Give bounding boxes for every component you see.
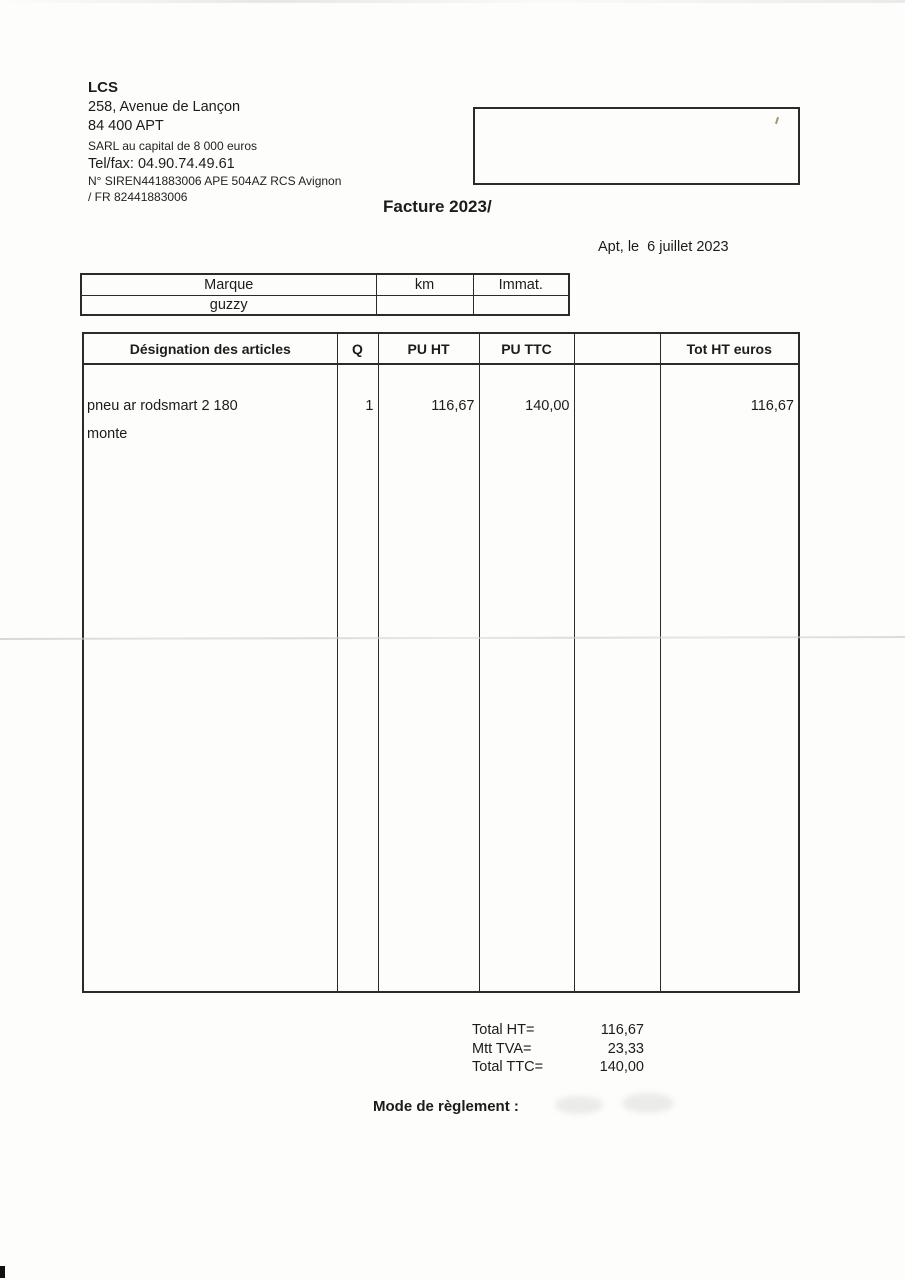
scan-edge-mark [0, 1266, 5, 1278]
seller-vat: / FR 82441883006 [88, 190, 188, 204]
item-pu-ht-cell [378, 364, 479, 992]
vehicle-header-km: km [376, 274, 473, 296]
vehicle-immat-value [473, 296, 569, 316]
seller-name: LCS [88, 79, 118, 96]
items-header-pu-ttc: PU TTC [479, 333, 574, 364]
seller-address-line2: 84 400 APT [88, 118, 164, 134]
seller-telfax: Tel/fax: 04.90.74.49.61 [88, 155, 235, 172]
seller-legal-form: SARL au capital de 8 000 euros [88, 139, 258, 153]
items-header-pu-ht: PU HT [378, 333, 479, 364]
total-ttc-label: Total TTC= [472, 1059, 544, 1075]
item-pu-ttc-cell [479, 364, 574, 992]
items-table-body-row [83, 364, 799, 992]
item-designation-line2: monte [87, 426, 128, 442]
mtt-tva-value: 23,33 [607, 1040, 644, 1057]
erased-smudge [622, 1093, 674, 1113]
item-designation-cell [83, 364, 337, 992]
item-tot-ht-cell [660, 364, 799, 992]
mtt-tva-row [472, 1040, 644, 1059]
item-designation-line1: pneu ar rodsmart 2 180 [87, 398, 238, 414]
items-header-tot-ht: Tot HT euros [660, 333, 799, 364]
items-header-designation: Désignation des articles [83, 333, 337, 364]
items-table [82, 332, 800, 993]
items-header-blank [574, 333, 660, 364]
total-ht-label: Total HT= [472, 1022, 535, 1038]
item-blank-cell [574, 364, 660, 992]
item-pu-ttc: 140,00 [525, 398, 570, 414]
seller-siren: N° SIREN441883006 APE 504AZ RCS Avignon [88, 173, 342, 188]
item-tot-ht: 116,67 [750, 398, 794, 414]
payment-mode-label: Mode de règlement : [373, 1098, 519, 1115]
invoice-date: Apt, le 6 juillet 2023 [598, 239, 729, 255]
vehicle-table-header-row [81, 274, 569, 296]
invoice-title: Facture 2023/ [383, 197, 492, 216]
erased-smudge [555, 1096, 603, 1114]
vehicle-table-row [81, 296, 569, 316]
total-ht-value: 116,67 [600, 1022, 644, 1038]
vehicle-header-immat: Immat. [473, 274, 569, 296]
item-pu-ht: 116,67 [431, 398, 475, 414]
scan-top-edge-artifact [0, 0, 905, 3]
vehicle-header-marque: Marque [81, 274, 376, 296]
seller-address-line1: 258, Avenue de Lançon [88, 99, 241, 115]
vehicle-table [80, 273, 570, 316]
pen-tick-mark [775, 117, 779, 124]
totals-block [472, 1021, 644, 1077]
total-ht-row [472, 1021, 644, 1040]
items-table-header-row [83, 333, 799, 364]
vehicle-km-value [376, 296, 473, 316]
seller-block [88, 78, 408, 206]
total-ttc-value: 140,00 [599, 1059, 644, 1075]
item-quantity-cell [337, 364, 378, 992]
mtt-tva-label: Mtt TVA= [472, 1040, 532, 1057]
items-header-quantity: Q [337, 333, 378, 364]
total-ttc-row [472, 1058, 644, 1077]
recipient-address-box [473, 107, 800, 185]
vehicle-marque-value: guzzy [81, 296, 376, 316]
item-quantity: 1 [365, 398, 374, 414]
